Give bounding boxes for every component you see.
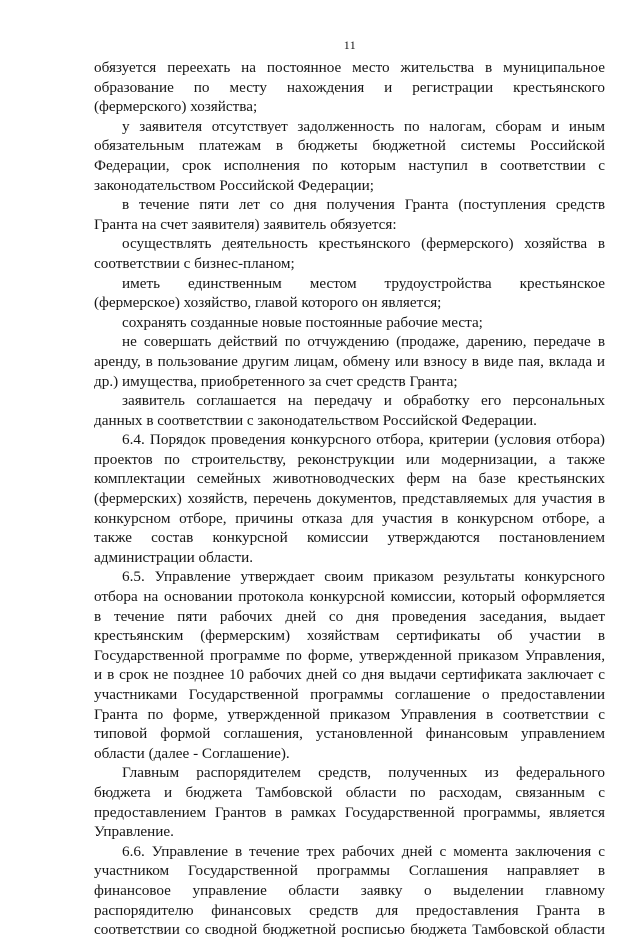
text-line: комплектации семейных животноводческих ферм на базе крестьянских [94,470,605,488]
text-line: осуществлять деятельность крестьянского (фермерского) хозяйства в [122,235,605,253]
text-line: аренду, в пользование другим лицам, обмену или взносу в виде пая, вклада и [94,352,605,370]
text-line: в течение пяти рабочих дней со дня проведения заседания, выдает [94,607,605,625]
page-number: 11 [343,38,357,52]
text-line: распорядителю финансовых средств для предоставления Гранта в [94,901,605,919]
text-line: предоставлением Грантов в рамках Государственной программы, является [94,803,605,821]
text-line: данных в соответствии с законодательством Российской Федерации. [94,411,537,429]
text-line: финансовое управление области заявку о выделении главному [94,881,605,899]
text-line: соответствии с бизнес-планом; [94,254,295,272]
text-line: и в срок не позднее 10 рабочих дней со дня выдачи сертификата заключает с [94,666,605,684]
text-line: участником Государственной программы Соглашения направляет в [94,862,605,880]
text-line: области (далее - Соглашение). [94,744,290,762]
text-line: крестьянским (фермерским) хозяйствам сертификаты об участии в [94,627,605,645]
text-line: 6.6. Управление в течение трех рабочих дней с момента заключения с [122,842,605,860]
text-line: обязуется переехать на постоянное место жительства в муниципальное [94,59,605,76]
text-line: отбора на основании протокола конкурсной комиссии, который оформляется [94,588,605,606]
text-line: (фермерское) хозяйство, главой которого он является; [94,294,442,312]
text-line: у заявителя отсутствует задолженность по налогам, сборам и иным [122,117,605,135]
text-line: конкурсном отборе, причины отказа для участия в конкурсном отборе, а [94,509,605,527]
text-line: Федерации, срок исполнения по которым наступил в соответствии с [94,156,605,174]
text-line: не совершать действий по отчуждению (продаже, дарению, передаче в [122,333,605,351]
text-line: Главным распорядителем средств, полученных из федерального [122,764,605,782]
text-line: (фермерского) хозяйства; [94,98,258,116]
text-line: Гранта по форме, утвержденной приказом Управления в соответствии с [94,705,605,723]
document-body [94,58,605,940]
text-line: 6.5. Управление утверждает своим приказом результаты конкурсного [122,568,605,586]
text-line: образование по месту нахождения и регистрации крестьянского [94,78,605,96]
text-line: проектов по строительству, реконструкции или модернизации, а также [94,450,605,468]
text-line: Управление. [94,823,174,841]
text-line: сохранять созданные новые постоянные рабочие места; [122,313,483,331]
text-line: бюджета и бюджета Тамбовской области по расходам, связанным с [94,783,605,801]
text-line: иметь единственным местом трудоустройства крестьянское [122,274,605,292]
text-line: 6.4. Порядок проведения конкурсного отбора, критерии (условия отбора) [122,431,605,449]
text-line: (фермерских) хозяйств, перечень документов, представляемых для участия в [94,490,605,508]
text-line: участниками Государственной программы соглашение о предоставлении [94,686,605,703]
text-line: заявитель соглашается на передачу и обработку его персональных [122,392,605,410]
text-line: в течение пяти лет со дня получения Гранта (поступления средств [122,196,605,214]
text-line: обязательным платежам в бюджеты бюджетной системы Российской [94,137,605,155]
text-line: Государственной программе по форме, утвержденной приказом Управления, [94,646,605,664]
text-line: также состав конкурсной комиссии утверждаются постановлением [94,529,605,547]
text-line: др.) имущества, приобретенного за счет средств Гранта; [94,372,458,390]
text-line: Гранта на счет заявителя) заявитель обязуется: [94,215,397,233]
text-line: типовой формой соглашения, установленной финансовым управлением [94,725,605,743]
text-line: администрации области. [94,548,254,566]
text-line: законодательством Российской Федерации; [94,176,374,194]
text-line: соответствии со сводной бюджетной росписью бюджета Тамбовской области [94,921,605,939]
